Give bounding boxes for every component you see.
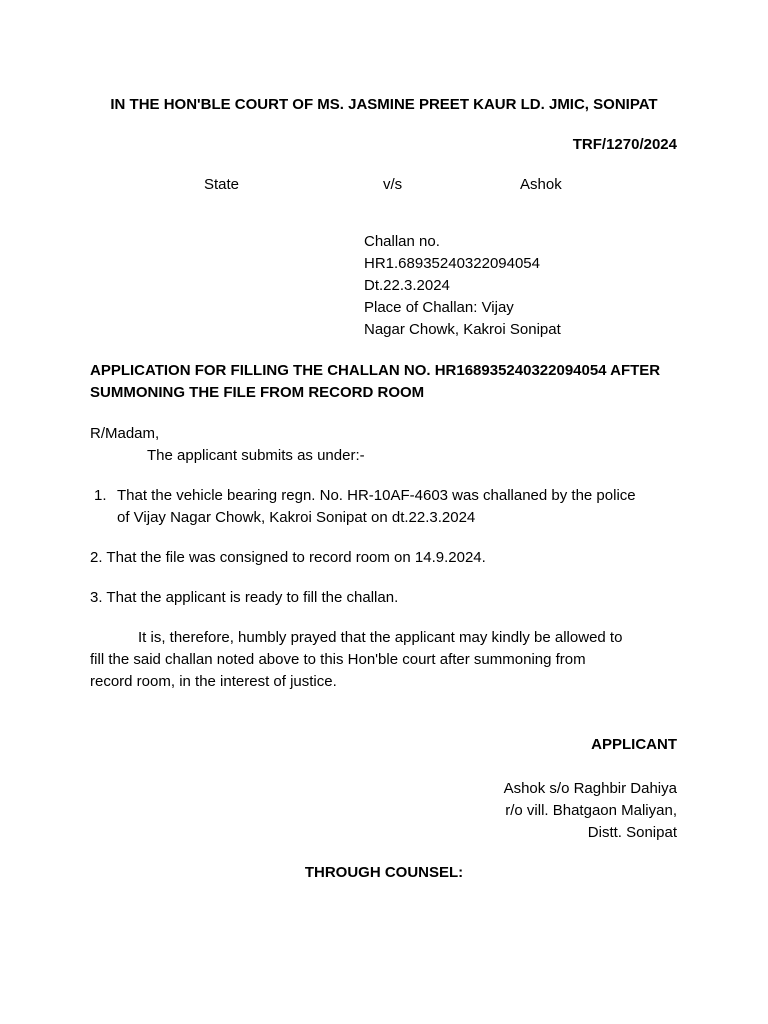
challan-number: HR1.68935240322094054 (364, 255, 540, 272)
challan-details (364, 231, 561, 341)
point-1-line1: That the vehicle bearing regn. No. HR-10AF-4603 was challaned by the police (117, 487, 636, 504)
applicant-address-line1: r/o vill. Bhatgaon Maliyan, (505, 802, 677, 819)
prayer-line3: record room, in the interest of justice. (90, 673, 337, 690)
point-1-text (117, 485, 636, 529)
prayer-paragraph (90, 627, 690, 693)
applicant-address-line2: Distt. Sonipat (587, 824, 677, 841)
challan-place-line1: Place of Challan: Vijay (364, 299, 514, 316)
party-accused: Ashok (520, 176, 562, 193)
challan-date: Dt.22.3.2024 (364, 277, 450, 294)
salutation: R/Madam, (90, 425, 160, 442)
point-1-line2: of Vijay Nagar Chowk, Kakroi Sonipat on dt.22.3.2024 (117, 509, 476, 526)
challan-label: Challan no. (364, 233, 440, 250)
prayer-line2: fill the said challan noted above to this Hon'ble court after summoning from (90, 651, 586, 668)
party-state: State (204, 176, 240, 193)
point-2: 2. That the file was consigned to record room on 14.9.2024. (90, 549, 486, 566)
application-title-line1: APPLICATION FOR FILLING THE CHALLAN NO. HR168935240322094054 AFTER (90, 362, 661, 379)
prayer-line1: It is, therefore, humbly prayed that the applicant may kindly be allowed to (138, 629, 623, 646)
challan-place-line2: Nagar Chowk, Kakroi Sonipat (364, 321, 561, 338)
party-versus: v/s (383, 176, 403, 193)
case-number: TRF/1270/2024 (572, 136, 677, 153)
point-3: 3. That the applicant is ready to fill the challan. (90, 589, 399, 606)
point-1-number: 1. (94, 487, 107, 504)
application-title (90, 360, 690, 404)
applicant-label: APPLICANT (591, 736, 677, 753)
applicant-details (504, 778, 677, 844)
applicant-name: Ashok s/o Raghbir Dahiya (503, 780, 677, 797)
court-heading: IN THE HON'BLE COURT OF MS. JASMINE PREET KAUR LD. JMIC, SONIPAT (110, 96, 658, 113)
counsel-label: THROUGH COUNSEL: (304, 864, 464, 881)
application-title-line2: SUMMONING THE FILE FROM RECORD ROOM (90, 384, 425, 401)
intro-text: The applicant submits as under:- (147, 447, 365, 464)
